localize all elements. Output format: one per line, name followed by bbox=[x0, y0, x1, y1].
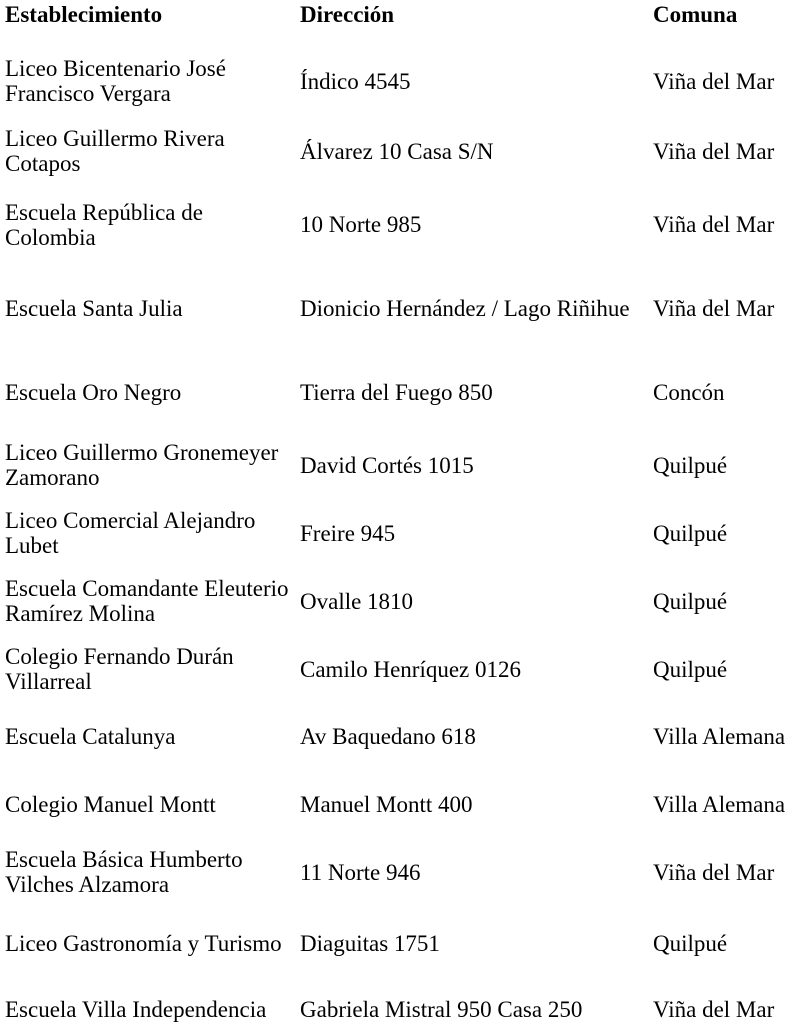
establecimiento-cell: Liceo Comercial Alejandro Lubet bbox=[5, 508, 256, 558]
table-row bbox=[0, 264, 792, 353]
establecimiento-cell: Escuela Básica Humberto Vilches Alzamora bbox=[5, 847, 243, 897]
direccion-cell: Freire 945 bbox=[300, 520, 396, 546]
table-row bbox=[0, 499, 792, 567]
comuna-cell: Concón bbox=[653, 379, 725, 405]
direccion-cell: David Cortés 1015 bbox=[300, 452, 474, 478]
header-comuna: Comuna bbox=[653, 2, 738, 27]
direccion-cell: Tierra del Fuego 850 bbox=[300, 379, 493, 405]
table-row bbox=[0, 838, 792, 906]
establecimiento-cell: Colegio Fernando Durán Villarreal bbox=[5, 644, 234, 694]
direccion-cell: Ovalle 1810 bbox=[300, 588, 414, 614]
direccion-cell: Camilo Henríquez 0126 bbox=[300, 656, 522, 682]
direccion-cell: Gabriela Mistral 950 Casa 250 bbox=[300, 996, 583, 1022]
direccion-cell: Dionicio Hernández / Lago Riñihue bbox=[300, 296, 630, 321]
establecimiento-cell: Escuela Santa Julia bbox=[5, 296, 183, 321]
establecimiento-cell: Liceo Guillermo Gronemeyer Zamorano bbox=[5, 440, 279, 490]
comuna-cell: Viña del Mar bbox=[653, 212, 775, 237]
establecimiento-cell: Liceo Gastronomía y Turismo bbox=[5, 931, 282, 956]
direccion-cell: Índico 4545 bbox=[300, 68, 411, 94]
comuna-cell: Viña del Mar bbox=[653, 859, 775, 885]
establecimiento-cell: Liceo Bicentenario José Francisco Vergara bbox=[5, 56, 226, 106]
establecimiento-cell: Escuela República de Colombia bbox=[5, 199, 203, 250]
direccion-cell: Diaguitas 1751 bbox=[300, 931, 440, 956]
comuna-cell: Viña del Mar bbox=[653, 68, 775, 94]
table-row bbox=[0, 431, 792, 499]
comuna-cell: Quilpué bbox=[653, 520, 728, 546]
direccion-cell: Av Baquedano 618 bbox=[300, 724, 476, 749]
table-row bbox=[0, 770, 792, 838]
comuna-cell: Villa Alemana bbox=[653, 724, 786, 749]
table-row bbox=[0, 981, 792, 1024]
establecimiento-cell: Colegio Manuel Montt bbox=[5, 791, 216, 817]
establecimiento-cell: Escuela Catalunya bbox=[5, 724, 176, 749]
table-row bbox=[0, 45, 792, 117]
table-row bbox=[0, 567, 792, 635]
table-header-row bbox=[0, 0, 792, 45]
header-establecimiento: Establecimiento bbox=[5, 2, 163, 27]
table-row bbox=[0, 906, 792, 981]
direccion-cell: 10 Norte 985 bbox=[300, 212, 422, 237]
comuna-cell: Villa Alemana bbox=[653, 791, 786, 817]
establecimiento-cell: Escuela Villa Independencia bbox=[5, 996, 267, 1022]
table-row bbox=[0, 353, 792, 431]
table-row bbox=[0, 635, 792, 703]
comuna-cell: Quilpué bbox=[653, 656, 728, 682]
establecimiento-cell: Escuela Oro Negro bbox=[5, 379, 182, 405]
comuna-cell: Viña del Mar bbox=[653, 996, 775, 1022]
comuna-cell: Quilpué bbox=[653, 588, 728, 614]
table-row bbox=[0, 185, 792, 264]
header-direccion: Dirección bbox=[300, 2, 395, 27]
comuna-cell: Viña del Mar bbox=[653, 138, 775, 164]
table-row bbox=[0, 703, 792, 770]
direccion-cell: Manuel Montt 400 bbox=[300, 791, 473, 817]
direccion-cell: 11 Norte 946 bbox=[300, 859, 421, 885]
establecimiento-cell: Escuela Comandante Eleuterio Ramírez Molina bbox=[5, 576, 289, 626]
establecimiento-cell: Liceo Guillermo Rivera Cotapos bbox=[5, 126, 225, 176]
comuna-cell: Viña del Mar bbox=[653, 296, 775, 321]
table-row bbox=[0, 117, 792, 185]
comuna-cell: Quilpué bbox=[653, 931, 728, 956]
direccion-cell: Álvarez 10 Casa S/N bbox=[300, 138, 494, 164]
comuna-cell: Quilpué bbox=[653, 452, 728, 478]
